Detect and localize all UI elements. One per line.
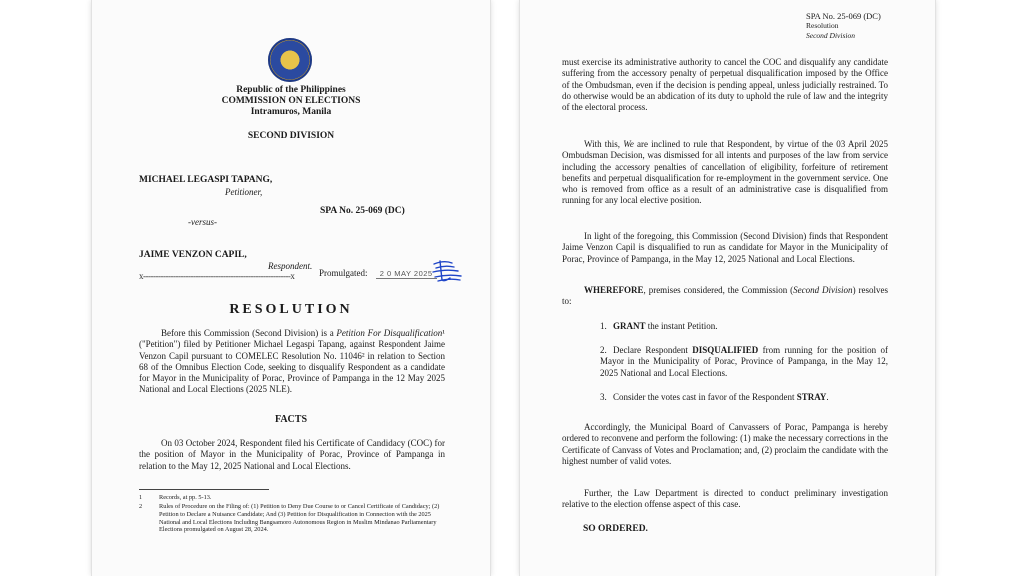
facts-paragraph: On 03 October 2024, Respondent filed his Certificate of Candidacy (COC) for the position of Mayor in the Municipality of Porac, Province of Pampanga in relation to the May 12, 2025 National and Local Elections. bbox=[139, 438, 445, 471]
footnote-text: Rules of Procedure on the Filing of: (1) Petition to Deny Due Course to or Cancel Certificate of Candidacy; (2) Petition to Declare a Nuisance Candidate; And (3) Petition for Disqualification in Connection with the 2025 National and Local Elections Including Bangsamoro Autonomous Region in Muslim Mindanao Parliamentary Elections promulgated on August 28, 2024. bbox=[159, 503, 440, 534]
intro-text-rest: ¹ ("Petition") filed by Petitioner Michael Legaspi Tapang, against Respondent Jaime Venzon Capil pursuant to COMELEC Resolution No. 11046² in relation to Section 68 of the Omnibus Election Code, seeking to disqualify Respondent as a candidate for Mayor in the Municipality of Porac, Province of Pampanga in the 12 May 2025 National and Local Elections (2025 NLE). bbox=[139, 328, 445, 395]
intro-text-start: Before this Commission (Second Division) is a bbox=[161, 328, 337, 338]
footnote-2 bbox=[139, 503, 445, 534]
running-header bbox=[806, 11, 881, 41]
letterhead-commission: COMMISSION ON ELECTIONS bbox=[221, 96, 361, 106]
paragraph-ombudsman bbox=[562, 139, 888, 207]
respondent-role: Respondent. bbox=[268, 261, 313, 271]
division-title: SECOND DIVISION bbox=[247, 131, 335, 141]
item-post: from running for the position of Mayor in the Municipality of Porac, Province of Pampanga, in the May 12, 2025 National and Local Elections. bbox=[600, 345, 888, 378]
wherefore-lead: WHEREFORE bbox=[584, 285, 644, 295]
footnote-text: Records, at pp. 5-13. bbox=[159, 494, 212, 501]
item-number: 1. bbox=[600, 321, 607, 331]
document-page-left bbox=[92, 0, 490, 576]
promulgated-label: Promulgated: bbox=[319, 268, 368, 278]
intro-paragraph bbox=[139, 328, 445, 396]
paragraph-wherefore bbox=[562, 285, 888, 308]
running-header-doc: Resolution bbox=[806, 21, 839, 30]
letterhead bbox=[92, 85, 490, 118]
disposition-item-1 bbox=[600, 321, 888, 332]
footnote-1 bbox=[139, 494, 445, 502]
running-header-division: Second Division bbox=[806, 31, 855, 40]
signature-mark bbox=[430, 258, 464, 284]
petitioner-role: Petitioner, bbox=[225, 187, 263, 197]
footnote-number: 2 bbox=[139, 503, 143, 510]
item-pre: Consider the votes cast in favor of the Respondent bbox=[613, 392, 797, 402]
paragraph-continuation: must exercise its administrative authority to cancel the COC and disqualify any candidate suffering from the accessory penalty of perpetual disqualification imposed by the Office of the Ombudsman, even if the decision is pending appeal, unless judicially restrained. To do otherwise would be an abdication of its duty to uphold the rule of law and the integrity of the electoral process. bbox=[562, 57, 888, 113]
wherefore-division: Second Division bbox=[793, 285, 853, 295]
resolution-title: RESOLUTION bbox=[229, 302, 353, 317]
letterhead-republic: Republic of the Philippines bbox=[236, 85, 346, 95]
promulgation-line bbox=[319, 268, 437, 279]
caption-separator: x-----------------------------------------------------------x bbox=[139, 271, 295, 281]
footnote-number: 1 bbox=[139, 494, 143, 501]
petitioner-name: MICHAEL LEGASPI TAPANG, bbox=[139, 175, 273, 185]
letterhead-location: Intramuros, Manila bbox=[250, 107, 332, 117]
item-bold: DISQUALIFIED bbox=[692, 345, 759, 355]
wherefore-mid: , premises considered, the Commission ( bbox=[643, 285, 794, 295]
disposition-item-3 bbox=[600, 392, 888, 403]
p2-start: With this, bbox=[584, 139, 624, 149]
footnote-divider bbox=[139, 489, 269, 490]
paragraph-further: Further, the Law Department is directed to conduct preliminary investigation relative to the election offense aspect of this case. bbox=[562, 488, 888, 510]
paragraph-accordingly: Accordingly, the Municipal Board of Canvassers of Porac, Pampanga is hereby ordered to reconvene and perform the following: (1) make the necessary corrections in the Certificate of Canvass of Votes and Proclamation; and, (2) proclaim the candidate with the highest number of valid votes. bbox=[562, 422, 888, 466]
running-header-case: SPA No. 25-069 (DC) bbox=[806, 11, 881, 21]
item-number: 3. bbox=[600, 392, 607, 402]
so-ordered: SO ORDERED. bbox=[583, 524, 648, 534]
item-number: 2. bbox=[600, 345, 607, 355]
document-page-right bbox=[520, 0, 935, 576]
wherefore-end: ) resolves to: bbox=[562, 285, 888, 307]
intro-petition-title: Petition For Disqualification bbox=[336, 328, 443, 338]
paragraph-finding: In light of the foregoing, this Commission (Second Division) finds that Respondent Jaime Venzon Capil is disqualified to run as candidate for Mayor in the Municipality of Porac, Province of Pampanga, in the May 12, 2025 National and Local Elections. bbox=[562, 231, 888, 264]
promulgated-date-stamp: 2 0 MAY 2025 bbox=[376, 269, 437, 279]
respondent-name: JAIME VENZON CAPIL, bbox=[139, 250, 247, 260]
disposition-item-2 bbox=[600, 345, 888, 379]
item-bold: GRANT bbox=[613, 321, 646, 331]
case-number: SPA No. 25-069 (DC) bbox=[320, 206, 405, 216]
p2-we: We bbox=[623, 139, 634, 149]
item-post: . bbox=[826, 392, 829, 402]
item-pre: Declare Respondent bbox=[613, 345, 693, 355]
facts-heading: FACTS bbox=[274, 414, 308, 425]
item-bold: STRAY bbox=[796, 392, 827, 402]
versus-label: -versus- bbox=[188, 217, 217, 227]
p2-rest: are inclined to rule that Respondent, by virtue of the 03 April 2025 Ombudsman Decision, was dismissed for all intents and purposes of the law from service including the accessory penalties of cancellation of eligibility, forfeiture of retirement benefits and perpetual disqualification for re-employment in the government service. One who is removed from office as a result of an administrative case is disqualified from running for any local elective position. bbox=[562, 139, 888, 206]
comelec-seal-icon bbox=[268, 38, 312, 82]
item-post: the instant Petition. bbox=[645, 321, 718, 331]
